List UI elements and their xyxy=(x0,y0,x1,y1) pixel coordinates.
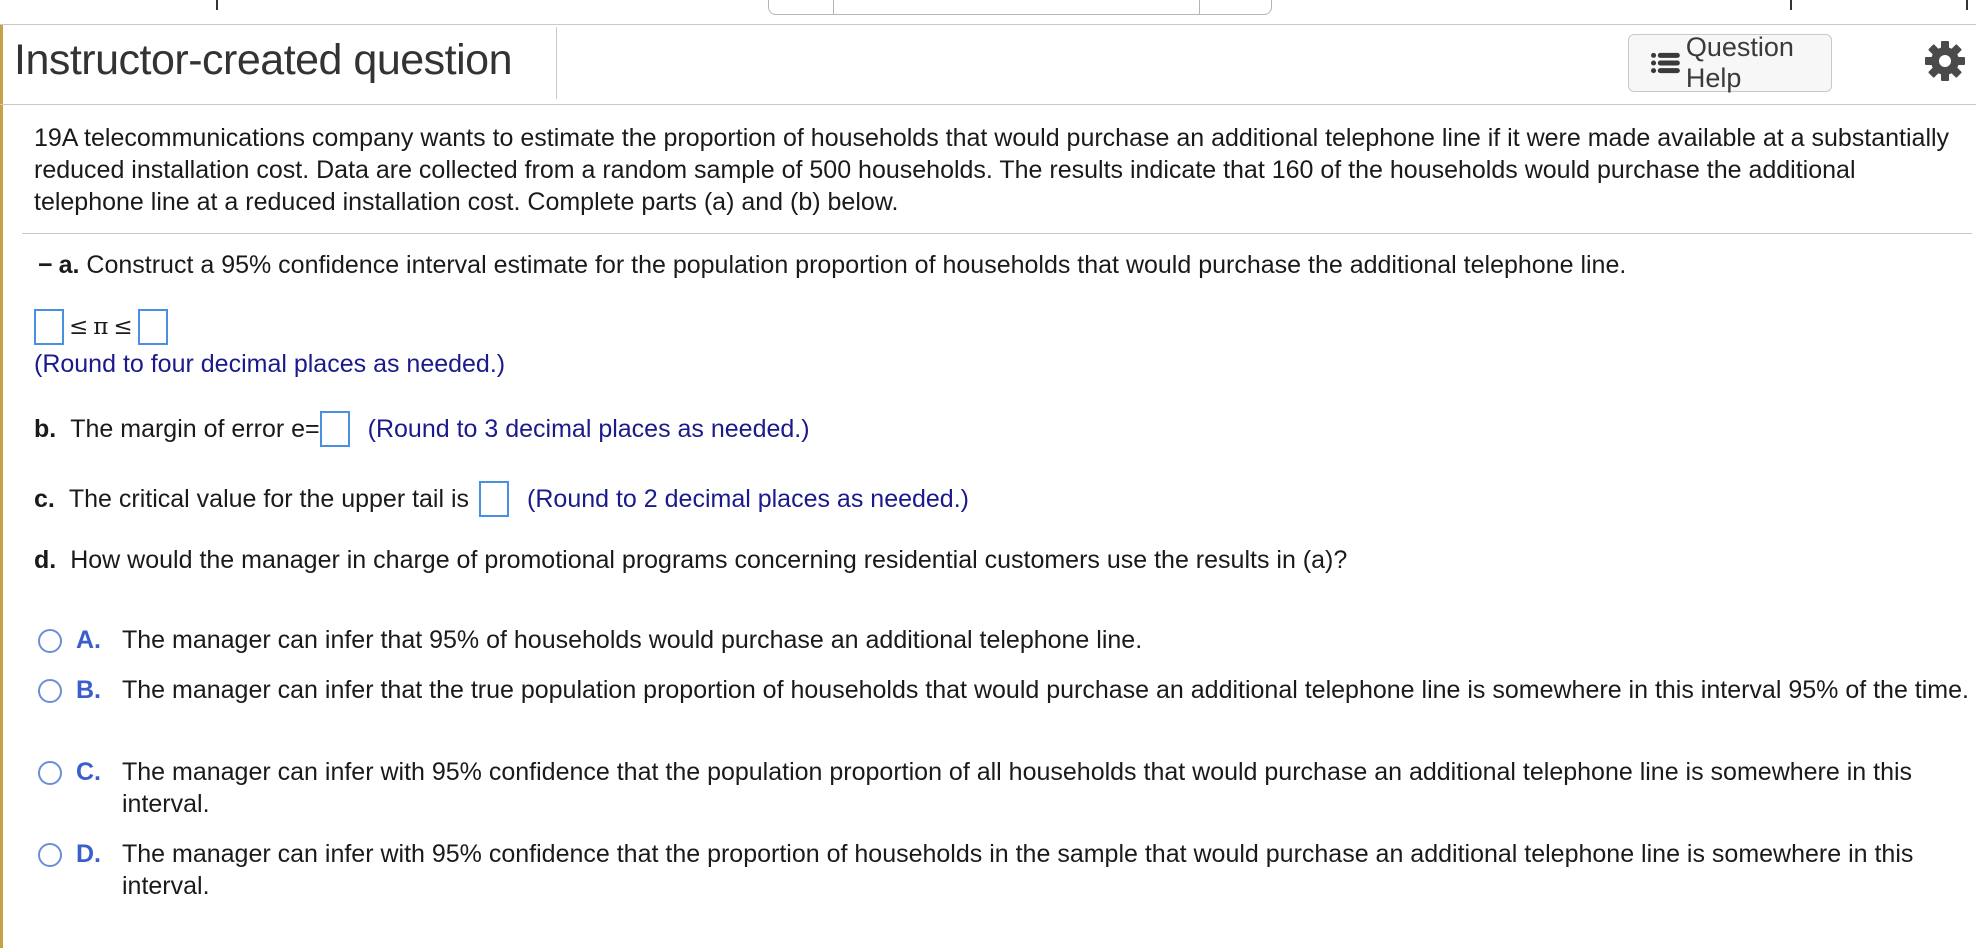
part-d-label: d. xyxy=(34,546,57,574)
part-a-label: a. xyxy=(58,251,80,279)
part-b-row xyxy=(34,411,810,447)
radio-button[interactable] xyxy=(38,629,62,653)
radio-button[interactable] xyxy=(38,761,62,785)
part-a-hint: (Round to four decimal places as needed.) xyxy=(34,350,506,378)
upper-bound-input[interactable] xyxy=(138,309,168,345)
part-b-text: The margin of error e= xyxy=(70,414,320,443)
top-nav-control[interactable] xyxy=(768,0,1272,15)
toolbar-tick-mark xyxy=(1966,0,1968,10)
part-a-prompt xyxy=(38,249,1626,281)
part-b-hint: (Round to 3 decimal places as needed.) xyxy=(367,414,810,443)
part-c-hint: (Round to 2 decimal places as needed.) xyxy=(527,484,969,513)
page-title: Instructor-created question xyxy=(14,36,512,84)
part-a-text: Construct a 95% confidence interval estimate for the population proportion of households that would purchase the additional telephone line. xyxy=(86,251,1627,279)
part-d-text: How would the manager in charge of promotional programs concerning residential customers use the results in (a)? xyxy=(70,546,1348,574)
option-text: The manager can infer with 95% confidence that the population proportion of all households that would purchase an additional telephone line is somewhere in this interval. xyxy=(122,758,1913,818)
option-letter: A. xyxy=(76,626,101,654)
gear-icon[interactable] xyxy=(1924,40,1966,82)
part-c-row xyxy=(34,481,969,517)
leq-symbol: ≤ xyxy=(113,314,133,340)
confidence-interval-inputs xyxy=(34,309,168,345)
option-letter: D. xyxy=(76,840,101,868)
part-b-label: b. xyxy=(34,414,57,443)
option-text: The manager can infer that the true population proportion of households that would purchase an additional telephone line is somewhere in this interval 95% of the time. xyxy=(122,676,1969,704)
toolbar-tick-mark xyxy=(1790,0,1792,10)
part-c-label: c. xyxy=(34,484,55,513)
pi-symbol: π xyxy=(93,314,109,340)
top-toolbar xyxy=(0,0,1976,25)
margin-of-error-input[interactable] xyxy=(320,411,350,447)
nav-divider xyxy=(833,0,834,14)
toolbar-tick-mark xyxy=(216,0,218,10)
left-accent-bar xyxy=(0,0,3,948)
option-text: The manager can infer with 95% confidence that the proportion of households in the sample that would purchase an additional telephone line is somewhere in this interval. xyxy=(122,840,1914,900)
lower-bound-input[interactable] xyxy=(34,309,64,345)
leq-symbol: ≤ xyxy=(69,314,89,340)
radio-button[interactable] xyxy=(38,679,62,703)
critical-value-input[interactable] xyxy=(479,481,509,517)
part-d-row xyxy=(34,546,1347,575)
section-divider xyxy=(22,233,1972,234)
question-help-button[interactable] xyxy=(1628,34,1832,92)
nav-divider xyxy=(1199,0,1200,14)
collapse-toggle[interactable]: − xyxy=(38,251,53,279)
question-intro: 19A telecommunications company wants to estimate the proportion of households that would purchase an additional telephone line if it were made available at a substantially reduced installation cost. Data are collected from a random sample of 500 households. The results indicate that 160 of the households would purchase the additional telephone line at a reduced installation cost. Complete parts (a) and (b) below. xyxy=(34,124,1950,216)
option-letter: C. xyxy=(76,758,101,786)
part-c-text: The critical value for the upper tail is xyxy=(68,484,470,513)
list-icon xyxy=(1651,50,1680,76)
radio-button[interactable] xyxy=(38,843,62,867)
title-divider xyxy=(556,27,557,99)
question-help-label: Question Help xyxy=(1685,32,1794,93)
option-text: The manager can infer that 95% of households would purchase an additional telephone line. xyxy=(122,626,1143,654)
option-letter: B. xyxy=(76,676,101,704)
